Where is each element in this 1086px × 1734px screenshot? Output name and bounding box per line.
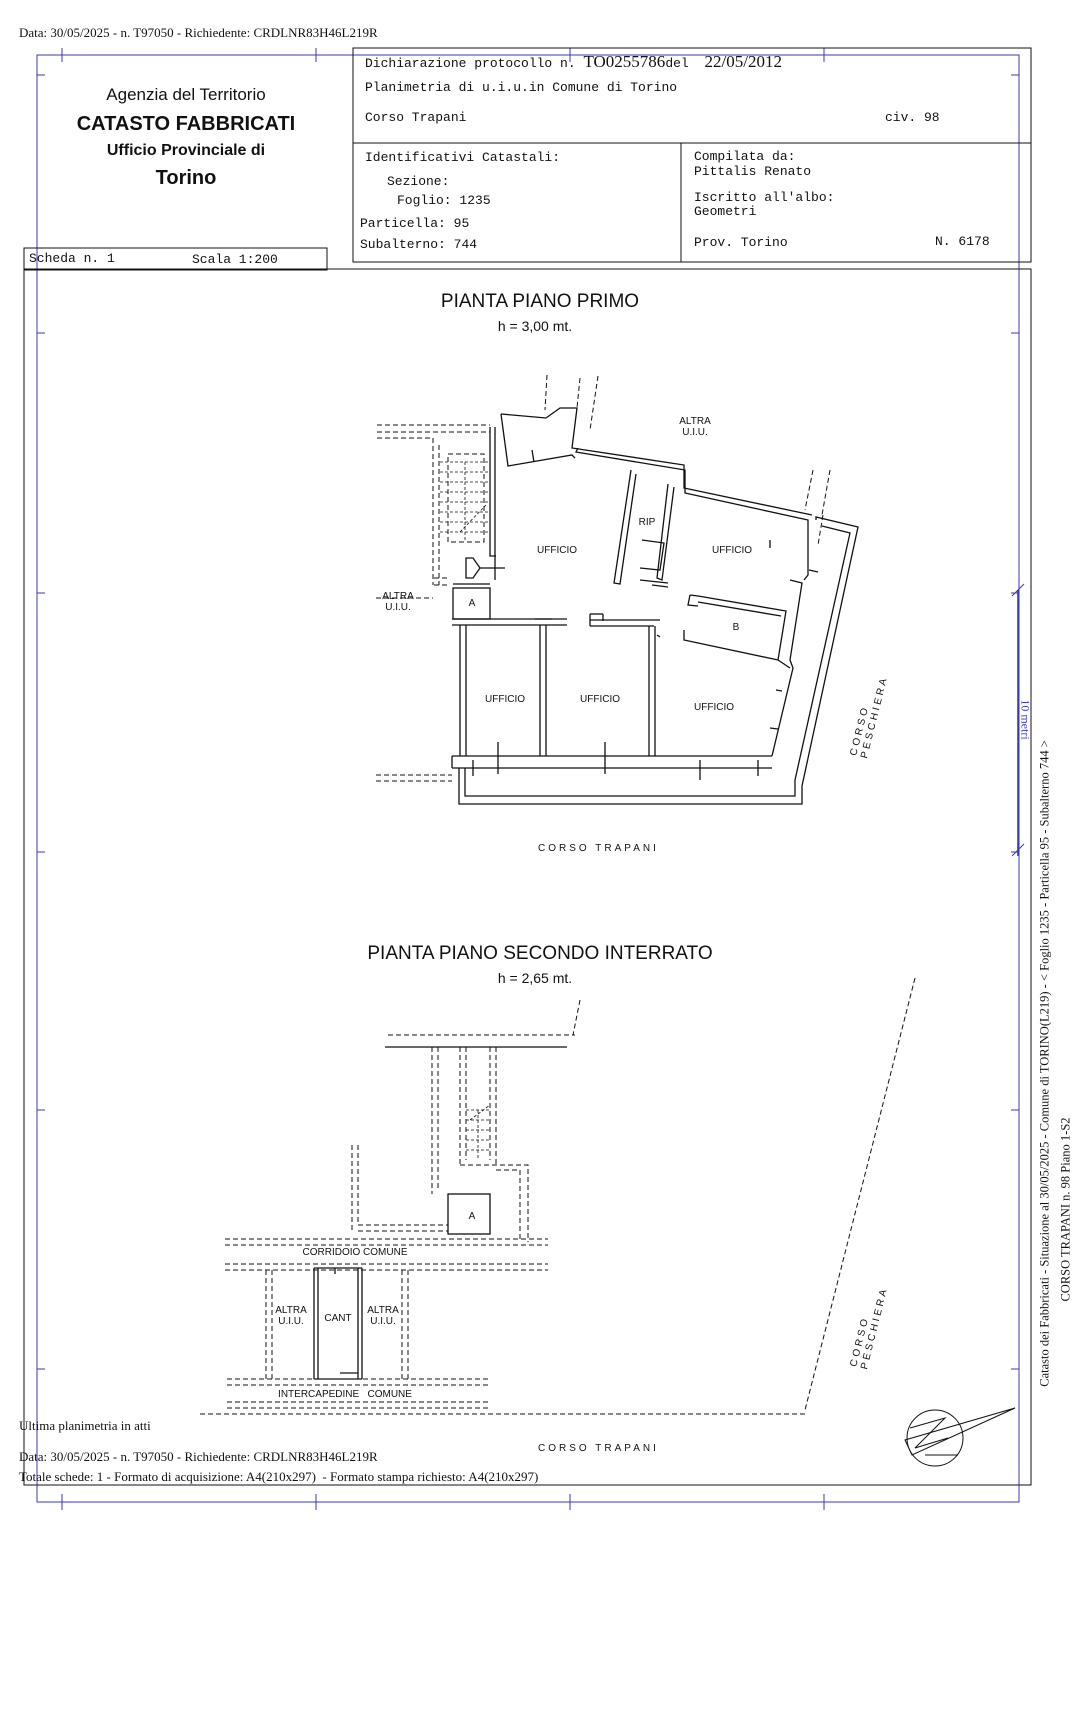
particella-label: Particella: (360, 216, 446, 231)
albo-value: Geometri (694, 204, 757, 219)
cantina-label: CANT (324, 1313, 352, 1324)
room-a-label: A (468, 598, 476, 609)
scale-bar-label: 10 metri (1018, 699, 1033, 740)
side-note-situation: Catasto dei Fabbricati - Situazione al 30/05/2025 - Comune di TORINO(L219) - < Foglio 1235 - Particella 95 - Subalterno 744 > (1037, 740, 1052, 1387)
street-address: Corso Trapani (365, 110, 467, 125)
declaration-prefix: Dichiarazione protocollo n. (365, 56, 576, 71)
foglio-row (397, 193, 491, 208)
scheda-label: Scheda n. 1 (29, 251, 115, 266)
ufficio-label: UFFICIO (580, 694, 620, 705)
ufficio-provinciale: Ufficio Provinciale di (106, 142, 266, 159)
civic-number: civ. 98 (885, 110, 940, 125)
corso-trapani-label: CORSO TRAPANI (538, 843, 659, 854)
subalterno-value: 744 (453, 237, 478, 252)
plan1-height: h = 3,00 mt. (497, 318, 573, 334)
protocol-number: TO0255786 (583, 52, 666, 71)
north-arrow-icon (905, 1408, 1015, 1466)
altra-label: ALTRA (679, 416, 711, 427)
subalterno-row (360, 237, 477, 252)
compiler-name: Pittalis Renato (694, 164, 812, 179)
compiler-label: Compilata da: (694, 149, 796, 164)
plan2-height: h = 2,65 mt. (497, 970, 573, 986)
room-b-label: B (732, 622, 740, 633)
altra-label: ALTRA (367, 1305, 399, 1316)
declaration-del: del (665, 56, 689, 71)
ultima-planimetria: Ultima planimetria in atti (19, 1418, 151, 1433)
foglio-label: Foglio: (397, 193, 452, 208)
registration-n-value: 6178 (958, 234, 990, 249)
uiu-label: U.I.U. (278, 1316, 304, 1327)
footer-totale: Totale schede: 1 - Formato di acquisizione: A4(210x297) - Formato stampa richiesto: A4(210x297) (19, 1469, 539, 1484)
sezione-label: Sezione: (387, 174, 450, 189)
subalterno-label: Subalterno: (360, 237, 446, 252)
header-meta: Data: 30/05/2025 - n. T97050 - Richiedente: CRDLNR83H46L219R (19, 25, 378, 40)
uiu-label: U.I.U. (682, 427, 708, 438)
altra-label: ALTRA (382, 591, 414, 602)
plan2-title: PIANTA PIANO SECONDO INTERRATO (367, 943, 713, 964)
particella-row (360, 216, 469, 231)
corridoio-comune-label: CORRIDOIO COMUNE (302, 1247, 408, 1258)
declaration-line (365, 52, 782, 72)
altra-label: ALTRA (275, 1305, 307, 1316)
albo-label: Iscritto all'albo: (694, 190, 835, 205)
altra-uiu-top-label (670, 416, 720, 438)
corso-peschiera-label: CORSO PESCHIERA (848, 1285, 891, 1371)
catasto-fabbricati-title: CATASTO FABBRICATI (76, 113, 296, 135)
corso-peschiera-label: CORSO PESCHIERA (848, 674, 891, 760)
room-a-label: A (468, 1211, 476, 1222)
ufficio-label: UFFICIO (694, 702, 734, 713)
footer-meta: Data: 30/05/2025 - n. T97050 - Richiedente: CRDLNR83H46L219R (19, 1449, 378, 1464)
ufficio-label: UFFICIO (712, 545, 752, 556)
altra-uiu-label (360, 1305, 406, 1327)
registration-n-label: N. (935, 234, 951, 249)
planimetria-line: Planimetria di u.i.u.in Comune di Torino (365, 80, 678, 95)
registration-number (935, 234, 990, 249)
side-note-address: CORSO TRAPANI n. 98 Piano 1-S2 (1058, 1117, 1073, 1302)
intercapedine-comune-label: INTERCAPEDINE COMUNE (278, 1389, 412, 1400)
plan-piano-primo (452, 408, 858, 804)
particella-value: 95 (453, 216, 470, 231)
province-name: Torino (155, 167, 217, 189)
agency-name: Agenzia del Territorio (106, 85, 266, 104)
scala-label: Scala 1:200 (192, 252, 278, 267)
identifiers-title: Identificativi Catastali: (365, 150, 561, 165)
altra-uiu-label (268, 1305, 314, 1327)
foglio-value: 1235 (459, 193, 491, 208)
declaration-date: 22/05/2012 (704, 52, 782, 71)
ufficio-label: UFFICIO (485, 694, 525, 705)
uiu-label: U.I.U. (385, 602, 411, 613)
rip-label: RIP (638, 517, 656, 528)
ufficio-label: UFFICIO (537, 545, 577, 556)
altra-uiu-left-label (373, 591, 423, 613)
plan1-title: PIANTA PIANO PRIMO (440, 291, 640, 312)
uiu-label: U.I.U. (370, 1316, 396, 1327)
province-reg: Prov. Torino (694, 235, 788, 250)
corso-trapani-label: CORSO TRAPANI (538, 1443, 659, 1454)
